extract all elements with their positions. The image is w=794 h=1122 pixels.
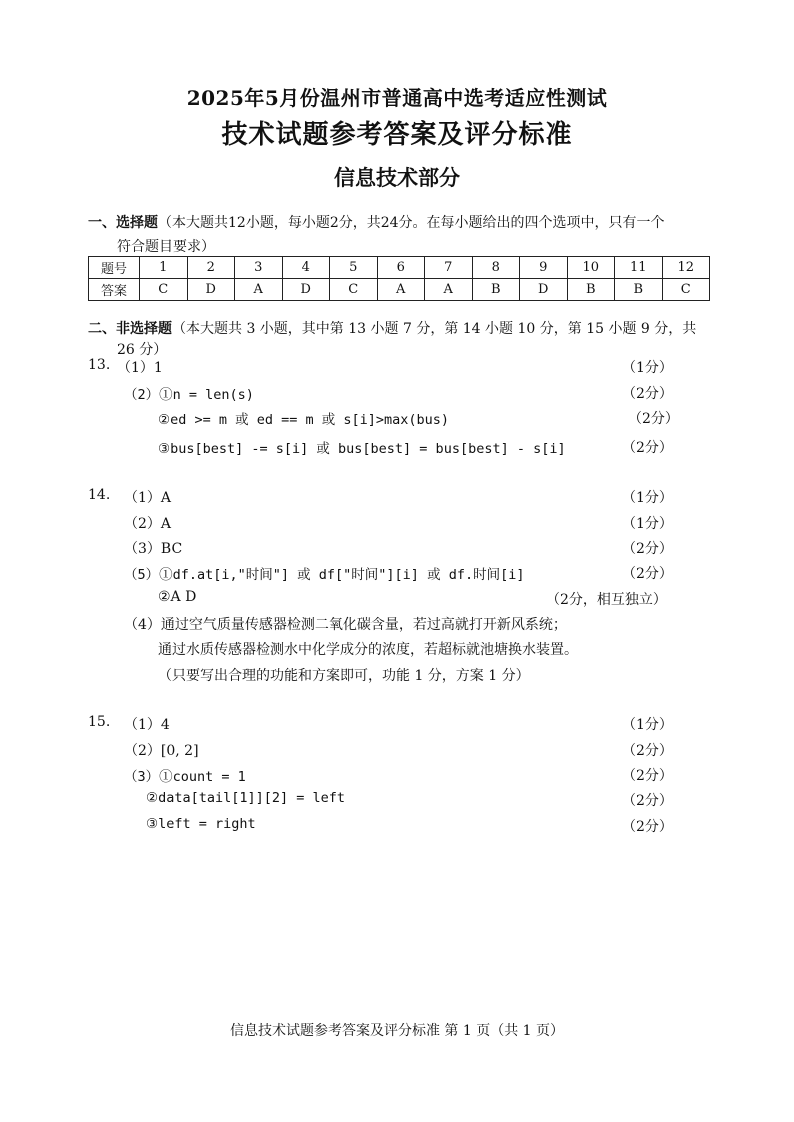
q13-score: （1分） bbox=[622, 360, 673, 376]
q14-line: （3）BC bbox=[124, 541, 183, 557]
q13-number: 13. bbox=[88, 357, 111, 373]
table-header-answer: 答案 bbox=[89, 279, 140, 301]
q15-line: （3）①count = 1 bbox=[124, 769, 246, 785]
page-footer: 信息技术试题参考答案及评分标准 第 1 页（共 1 页） bbox=[229, 1023, 565, 1039]
q15-score: （2分） bbox=[622, 768, 673, 784]
q14-score: （2分） bbox=[622, 541, 673, 557]
table-cell: B bbox=[472, 279, 520, 301]
subject-title: 信息技术部分 bbox=[334, 166, 460, 190]
table-cell: B bbox=[615, 279, 663, 301]
q14-line: （只要写出合理的功能和方案即可，功能 1 分，方案 1 分） bbox=[158, 668, 530, 684]
section2-heading: 二、非选择题 bbox=[88, 321, 172, 337]
q14-score: （1分） bbox=[622, 516, 673, 532]
table-cell: 9 bbox=[520, 257, 568, 279]
section2-desc-cont: 26 分） bbox=[117, 342, 168, 358]
q13-score: （2分） bbox=[628, 411, 679, 427]
table-cell: 4 bbox=[282, 257, 330, 279]
table-cell: 10 bbox=[567, 257, 615, 279]
q15-number: 15. bbox=[88, 714, 111, 730]
q15-score: （2分） bbox=[622, 743, 673, 759]
table-cell: A bbox=[235, 279, 283, 301]
table-cell: 5 bbox=[330, 257, 378, 279]
table-row-answers bbox=[89, 279, 710, 301]
table-cell: 1 bbox=[140, 257, 188, 279]
table-cell: 8 bbox=[472, 257, 520, 279]
q13-score: （2分） bbox=[622, 386, 673, 402]
q14-line: ②A D bbox=[158, 589, 197, 605]
table-cell: 3 bbox=[235, 257, 283, 279]
q13-line: ②ed >= m 或 ed == m 或 s[i]>max(bus) bbox=[158, 412, 450, 428]
table-cell: C bbox=[662, 279, 710, 301]
section1-desc-cont: 符合题目要求） bbox=[117, 239, 215, 255]
q15-score: （1分） bbox=[622, 717, 673, 733]
q15-line: ③left = right bbox=[146, 816, 256, 832]
q13-line: （2）①n = len(s) bbox=[124, 387, 254, 403]
table-cell: 6 bbox=[377, 257, 425, 279]
section1-heading-line bbox=[88, 212, 665, 232]
table-header-number: 题号 bbox=[89, 257, 140, 279]
table-cell: 11 bbox=[615, 257, 663, 279]
q14-score: （2分，相互独立） bbox=[546, 592, 667, 608]
table-cell: 7 bbox=[425, 257, 473, 279]
table-cell: A bbox=[377, 279, 425, 301]
table-cell: C bbox=[140, 279, 188, 301]
q15-line: （1）4 bbox=[124, 717, 170, 733]
q15-score: （2分） bbox=[622, 819, 673, 835]
q14-line: （1）A bbox=[124, 490, 172, 506]
table-row-numbers bbox=[89, 257, 710, 279]
q14-line: （4）通过空气质量传感器检测二氧化碳含量，若过高就打开新风系统； bbox=[124, 617, 567, 633]
q14-score: （1分） bbox=[622, 490, 673, 506]
section2-heading-line bbox=[88, 318, 696, 338]
table-cell: B bbox=[567, 279, 615, 301]
table-cell: D bbox=[282, 279, 330, 301]
q13-score: （2分） bbox=[622, 440, 673, 456]
q15-line: （2）[0, 2] bbox=[124, 743, 199, 759]
q14-line: （5）①df.at[i,"时间"] 或 df["时间"][i] 或 df.时间[i] bbox=[124, 567, 525, 583]
section1-desc: （本大题共12小题，每小题2分，共24分。在每小题给出的四个选项中，只有一个 bbox=[158, 215, 665, 231]
table-cell: 2 bbox=[187, 257, 235, 279]
section1-heading: 一、选择题 bbox=[88, 215, 158, 231]
q13-line: ③bus[best] -= s[i] 或 bus[best] = bus[best] - s[i] bbox=[158, 441, 566, 457]
section2-desc: （本大题共 3 小题，其中第 13 小题 7 分，第 14 小题 10 分，第 15 小题 9 分，共 bbox=[172, 321, 697, 337]
q14-score: （2分） bbox=[622, 566, 673, 582]
answer-key-title: 技术试题参考答案及评分标准 bbox=[221, 120, 573, 150]
answer-table bbox=[88, 256, 710, 301]
q15-line: ②data[tail[1]][2] = left bbox=[146, 790, 346, 806]
q14-number: 14. bbox=[88, 487, 111, 503]
table-cell: D bbox=[520, 279, 568, 301]
q14-line: （2）A bbox=[124, 516, 172, 532]
exam-title: 2025年5月份温州市普通高中选考适应性测试 bbox=[186, 86, 608, 110]
table-cell: 12 bbox=[662, 257, 710, 279]
table-cell: A bbox=[425, 279, 473, 301]
table-cell: D bbox=[187, 279, 235, 301]
q15-score: （2分） bbox=[622, 793, 673, 809]
table-cell: C bbox=[330, 279, 378, 301]
q14-line: 通过水质传感器检测水中化学成分的浓度，若超标就池塘换水装置。 bbox=[158, 642, 578, 658]
q13-line: （1）1 bbox=[117, 360, 163, 376]
